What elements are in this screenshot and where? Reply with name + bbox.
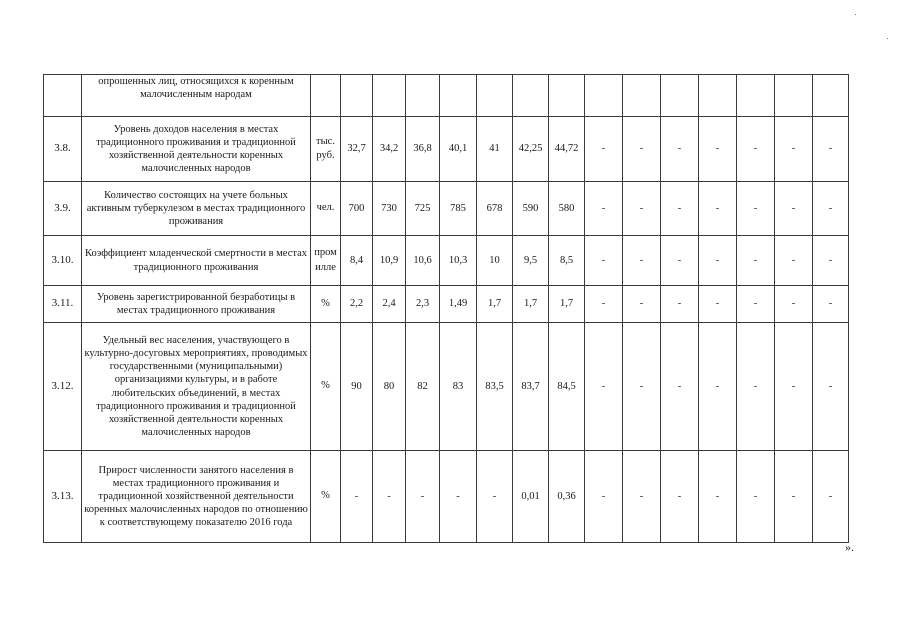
value-cell	[775, 75, 813, 117]
value-cell: -	[623, 182, 661, 236]
value-cell: -	[373, 451, 406, 543]
value-cell: 34,2	[373, 117, 406, 182]
indicator-text: Уровень зарегистрированной безработицы в местах традиционного проживания	[82, 286, 311, 323]
table-row	[44, 117, 849, 182]
indicator-text: опрошенных лиц, относящихся к коренным малочисленным народам	[82, 75, 311, 117]
value-cell: -	[813, 117, 849, 182]
unit-cell	[311, 75, 341, 117]
value-cell	[373, 75, 406, 117]
indicator-text: Коэффициент младенческой смертности в местах традиционного проживания	[82, 236, 311, 286]
value-cell: -	[585, 286, 623, 323]
value-cell: -	[813, 236, 849, 286]
value-cell: -	[775, 323, 813, 451]
value-cell: -	[737, 451, 775, 543]
value-cell: 83,7	[513, 323, 549, 451]
value-cell: -	[623, 451, 661, 543]
table-row	[44, 323, 849, 451]
value-cell: -	[406, 451, 440, 543]
table-row	[44, 75, 849, 117]
value-cell: 10,3	[440, 236, 477, 286]
value-cell	[549, 75, 585, 117]
value-cell: -	[585, 323, 623, 451]
value-cell: -	[623, 286, 661, 323]
value-cell: -	[813, 182, 849, 236]
value-cell: 9,5	[513, 236, 549, 286]
value-cell: 10,9	[373, 236, 406, 286]
value-cell	[699, 75, 737, 117]
value-cell: -	[737, 182, 775, 236]
value-cell: -	[699, 117, 737, 182]
indicator-text: Количество состоящих на учете больных активным туберкулезом в местах традиционного проживания	[82, 182, 311, 236]
value-cell: -	[737, 117, 775, 182]
value-cell: -	[813, 286, 849, 323]
value-cell: 80	[373, 323, 406, 451]
unit-cell: чел.	[311, 182, 341, 236]
value-cell: -	[341, 451, 373, 543]
value-cell: -	[661, 323, 699, 451]
value-cell: -	[661, 182, 699, 236]
value-cell: -	[775, 451, 813, 543]
value-cell: -	[623, 117, 661, 182]
value-cell: -	[661, 236, 699, 286]
value-cell: 0,01	[513, 451, 549, 543]
closing-quote-mark: ».	[845, 540, 854, 554]
row-number: 3.11.	[44, 286, 82, 323]
value-cell	[813, 75, 849, 117]
value-cell: 2,3	[406, 286, 440, 323]
value-cell	[406, 75, 440, 117]
value-cell: 83,5	[477, 323, 513, 451]
value-cell: 10	[477, 236, 513, 286]
value-cell	[513, 75, 549, 117]
value-cell: 730	[373, 182, 406, 236]
unit-cell: %	[311, 451, 341, 543]
value-cell: 82	[406, 323, 440, 451]
value-cell: 1,7	[549, 286, 585, 323]
value-cell: 8,4	[341, 236, 373, 286]
value-cell: 678	[477, 182, 513, 236]
value-cell: -	[737, 286, 775, 323]
value-cell: -	[699, 182, 737, 236]
unit-cell: тыс. руб.	[311, 117, 341, 182]
value-cell: 84,5	[549, 323, 585, 451]
row-number: 3.13.	[44, 451, 82, 543]
row-number: 3.10.	[44, 236, 82, 286]
row-number: 3.9.	[44, 182, 82, 236]
value-cell: -	[440, 451, 477, 543]
value-cell: 725	[406, 182, 440, 236]
value-cell: -	[737, 236, 775, 286]
value-cell: 83	[440, 323, 477, 451]
value-cell: 1,49	[440, 286, 477, 323]
indicators-table	[43, 74, 849, 543]
indicator-text: Прирост численности занятого населения в местах традиционного проживания и традиционной хозяйственной деятельности коренных малочисленных народов по отношению к соответствующему показателю 2016 года	[82, 451, 311, 543]
value-cell: 42,25	[513, 117, 549, 182]
indicator-text: Удельный вес населения, участвующего в культурно-досуговых мероприятиях, проводимых государственными (муниципальными) организациями культуры, и в работе любительских объединений, в местах традиционного проживания и традиционной хозяйственной деятельности коренных малочисленных народов	[82, 323, 311, 451]
value-cell: -	[699, 451, 737, 543]
row-number: 3.8.	[44, 117, 82, 182]
indicator-text: Уровень доходов населения в местах традиционного проживания и традиционной хозяйственной деятельности коренных малочисленных народов	[82, 117, 311, 182]
value-cell: 40,1	[440, 117, 477, 182]
value-cell: -	[585, 117, 623, 182]
value-cell: -	[699, 286, 737, 323]
unit-cell: %	[311, 286, 341, 323]
value-cell: 32,7	[341, 117, 373, 182]
unit-cell: промилле	[311, 236, 341, 286]
value-cell: -	[623, 236, 661, 286]
value-cell: 10,6	[406, 236, 440, 286]
scan-speck	[855, 14, 856, 15]
value-cell	[737, 75, 775, 117]
value-cell: -	[585, 182, 623, 236]
value-cell	[623, 75, 661, 117]
value-cell	[661, 75, 699, 117]
value-cell: -	[477, 451, 513, 543]
row-number: 3.12.	[44, 323, 82, 451]
value-cell: 1,7	[513, 286, 549, 323]
value-cell: -	[585, 236, 623, 286]
table-row	[44, 236, 849, 286]
value-cell: 2,2	[341, 286, 373, 323]
value-cell: -	[775, 117, 813, 182]
table-row	[44, 182, 849, 236]
table-body	[44, 75, 849, 543]
value-cell: 590	[513, 182, 549, 236]
value-cell	[341, 75, 373, 117]
value-cell: -	[623, 323, 661, 451]
value-cell	[585, 75, 623, 117]
unit-cell: %	[311, 323, 341, 451]
value-cell: -	[775, 236, 813, 286]
scan-speck	[887, 38, 888, 39]
value-cell	[477, 75, 513, 117]
value-cell: 0,36	[549, 451, 585, 543]
value-cell: -	[813, 323, 849, 451]
value-cell: 580	[549, 182, 585, 236]
value-cell: 44,72	[549, 117, 585, 182]
table-row	[44, 286, 849, 323]
value-cell: 785	[440, 182, 477, 236]
value-cell: -	[585, 451, 623, 543]
value-cell: 1,7	[477, 286, 513, 323]
value-cell: -	[737, 323, 775, 451]
value-cell: -	[699, 323, 737, 451]
value-cell	[440, 75, 477, 117]
value-cell: -	[661, 286, 699, 323]
value-cell: 700	[341, 182, 373, 236]
value-cell: -	[699, 236, 737, 286]
value-cell: 41	[477, 117, 513, 182]
value-cell: -	[661, 451, 699, 543]
value-cell: -	[775, 182, 813, 236]
row-number	[44, 75, 82, 117]
value-cell: 36,8	[406, 117, 440, 182]
value-cell: 2,4	[373, 286, 406, 323]
table-row	[44, 451, 849, 543]
value-cell: -	[661, 117, 699, 182]
value-cell: 90	[341, 323, 373, 451]
value-cell: -	[813, 451, 849, 543]
value-cell: 8,5	[549, 236, 585, 286]
value-cell: -	[775, 286, 813, 323]
